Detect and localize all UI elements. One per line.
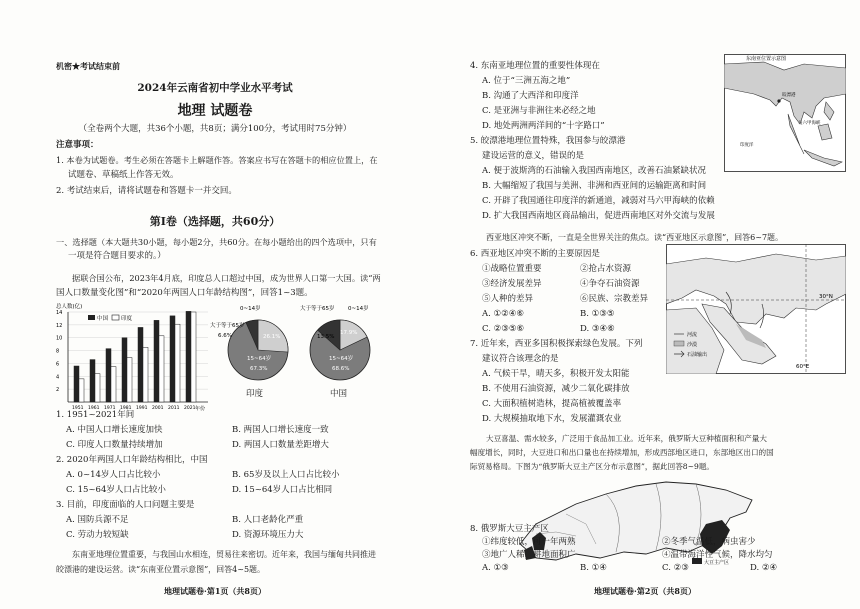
china-0-14-label: 0~14岁 xyxy=(348,306,369,312)
footer-left: 地理试题卷·第1页（共8页） xyxy=(164,586,266,596)
exam-title: 2024年云南省初中学业水平考试 xyxy=(137,82,293,94)
q8-option-c[interactable]: C. ②③ xyxy=(662,563,689,573)
bar-india-1981 xyxy=(127,358,132,402)
q3-stem: 3. 目前，印度面临的人口问题主要是 xyxy=(56,500,195,510)
q5-option-d[interactable]: D. 扩大我国西南地区商品输出，促进西南地区对外交流与发展 xyxy=(482,211,715,221)
legend-china: 中国 xyxy=(97,316,109,322)
q7-option-b[interactable]: B. 不使用石油资源，减少二氧化碳排放 xyxy=(482,384,630,394)
q1-option-b[interactable]: B. 两国人口增长速度一致 xyxy=(232,425,329,435)
q6-o3: ③经济发展差异 xyxy=(482,279,542,289)
y-tick-label: 4 xyxy=(56,374,60,381)
q2-option-d[interactable]: D. 15~64岁人口占比相同 xyxy=(232,485,333,495)
q6-option-b[interactable]: B. ①③⑤ xyxy=(580,309,615,319)
bar-china-2021 xyxy=(186,311,191,402)
soy-intro-a: 大豆喜温、需水较多，广泛用于食品加工业。近年来，俄罗斯大豆种植面积和产量大 xyxy=(486,434,767,443)
section1-a: 一、选择题（本大题共30小题，每小题2分，共60分。在每小题给出的四个选项中，只有 xyxy=(56,237,377,247)
wa-legend-oil: 石油输出 xyxy=(687,352,708,358)
q4-option-b[interactable]: B. 沟通了大西洋和印度洋 xyxy=(482,91,579,101)
soy-intro-b: 幅度增长，同时，大豆进口和出口量也在持续增加，形成西部地区进口，东部地区出口的国 xyxy=(470,448,774,457)
x-tick-label: 1951 xyxy=(72,406,84,411)
q6-option-d[interactable]: D. ③④⑥ xyxy=(580,324,615,334)
q4-stem: 4. 东南亚地理位置的重要性体现在 xyxy=(470,61,600,71)
west-asia-map xyxy=(666,244,846,374)
india-top-label: 0~14岁 xyxy=(240,306,261,312)
x-tick-label: 1991 xyxy=(136,406,148,411)
q3-option-b[interactable]: B. 人口老龄化严重 xyxy=(232,515,304,525)
wa-map-lon: 60°E xyxy=(796,364,810,370)
bar-india-2021 xyxy=(191,312,196,402)
india-65-label: 大于等于65岁 xyxy=(210,323,245,329)
q8-o3: ③地广人稀，耕地面积广 xyxy=(482,550,576,560)
se-intro-b: 皎漂港的建设运营。读“东南亚位置示意图”，回答4~5题。 xyxy=(56,565,266,574)
southeast-asia-map xyxy=(724,54,846,172)
y-tick-label: 14 xyxy=(56,310,63,316)
intro-1b: 国人口数量变化图”和“2020年两国人口年龄结构图”，回答1~3题。 xyxy=(56,288,313,298)
china-65-label: 大于等于65岁 xyxy=(300,306,335,312)
intro-1a: 据联合国公布，2023年4月底，印度总人口超过中国，成为世界人口第一大国。读“两 xyxy=(72,273,381,283)
q6-option-a[interactable]: A. ①②④⑥ xyxy=(482,309,525,319)
footer-right: 地理试题卷·第2页（共8页） xyxy=(594,586,696,596)
y-tick-label: 6 xyxy=(56,361,60,368)
q5-option-b[interactable]: B. 大幅缩短了我国与美洲、非洲和西亚间的运输距离和时间 xyxy=(482,181,707,191)
china-0-14-pct: 17.9% xyxy=(340,330,358,336)
india-65-pct: 6.6% xyxy=(218,333,232,339)
q1-option-d[interactable]: D. 两国人口数量差距增大 xyxy=(232,440,329,450)
q5-option-a[interactable]: A. 便于波斯湾的石油输入我国西南地区，改善石油紧缺状况 xyxy=(482,166,707,176)
confidential-mark: 机密★考试结束前 xyxy=(56,61,120,71)
sea-map-malacca: 马六甲海峡 xyxy=(798,121,821,126)
bar-china-1971 xyxy=(106,349,111,402)
q7-option-c[interactable]: C. 大面积植树造林，提高植被覆盖率 xyxy=(482,399,622,409)
x-tick-label: 2021 xyxy=(184,406,196,411)
q8-option-d[interactable]: D. ②④ xyxy=(750,563,778,573)
se-intro-a: 东南亚地理位置重要，与我国山水相连，贸易往来密切。近年来，我国与缅甸共同推进 xyxy=(72,550,376,559)
q1-option-c[interactable]: C. 印度人口数量持续增加 xyxy=(66,440,163,450)
pie-india-caption: 印度 xyxy=(246,389,264,399)
pie-china xyxy=(300,304,370,380)
note-1b: 试题卷、草稿纸上作答无效。 xyxy=(68,170,179,180)
bar-india-2011 xyxy=(175,324,180,402)
wa-intro: 西亚地区冲突不断，一直是全世界关注的焦点。读“西亚地区示意图”，回答6~7题。 xyxy=(486,233,784,242)
q2-option-c[interactable]: C. 15~64岁人口占比较小 xyxy=(66,485,166,495)
q5-stem-a: 5. 皎漂港地理位置特殊，我国参与皎漂港 xyxy=(470,136,626,146)
bar-china-1991 xyxy=(138,327,143,402)
x-tick-label: 2011 xyxy=(168,406,180,411)
india-15-64-pct: 67.3% xyxy=(250,366,268,372)
bar-india-1951 xyxy=(79,379,84,402)
bar-india-1961 xyxy=(95,374,100,402)
x-tick-label: 1971 xyxy=(104,406,116,411)
bar-china-2001 xyxy=(154,320,159,402)
paper-title: 地理 试题卷 xyxy=(177,103,253,119)
bar-china-1981 xyxy=(122,338,127,402)
q8-stem: 8. 俄罗斯大豆主产区 xyxy=(470,524,549,534)
q7-stem-b: 建议符合该理念的是 xyxy=(482,354,559,364)
q4-option-c[interactable]: C. 是亚洲与非洲往来必经之地 xyxy=(482,106,596,116)
india-0-14-pct: 26.1% xyxy=(263,334,281,340)
legend-swatch-china xyxy=(88,315,95,320)
y-tick-label: 12 xyxy=(56,322,63,329)
q6-o2: ②抢占水资源 xyxy=(580,264,632,274)
q2-option-b[interactable]: B. 65岁及以上人口占比较小 xyxy=(232,470,340,480)
age-structure-pies xyxy=(210,300,390,400)
q8-o1: ①纬度较低，可一年两熟 xyxy=(482,537,576,547)
china-15-64-label: 15~64岁 xyxy=(329,356,354,362)
bar-china-1961 xyxy=(90,360,95,402)
wa-legend-river: 河流 xyxy=(687,332,698,338)
q1-stem: 1. 1951~2021年间 xyxy=(56,410,135,420)
page-right xyxy=(430,0,860,609)
q1-option-a[interactable]: A. 中国人口增长速度加快 xyxy=(66,425,163,435)
pie-china-caption: 中国 xyxy=(330,389,348,399)
q7-option-d[interactable]: D. 大规模抽取地下水，发展灌溉农业 xyxy=(482,414,622,424)
part1-title: 第Ⅰ卷（选择题，共60分） xyxy=(149,215,281,228)
x-tick-label: 1961 xyxy=(88,406,100,411)
notes-title: 注意事项： xyxy=(56,140,99,150)
x-unit: 年份 xyxy=(195,406,206,412)
q4-option-a[interactable]: A. 位于“三洲五海之地” xyxy=(482,76,571,86)
note-1a: 1. 本卷为试题卷。考生必须在答题卡上解题作答。答案应书写在答题卡的相应位置上，在 xyxy=(56,155,378,165)
india-15-64-label: 15~64岁 xyxy=(247,356,272,362)
exam-info: （全卷两个大题，共36个小题，共8页；满分100分，考试用时75分钟） xyxy=(78,124,352,134)
q6-stem: 6. 西亚地区冲突不断的主要原因是 xyxy=(470,249,600,259)
note-2: 2. 考试结束后，请将试题卷和答题卡一并交回。 xyxy=(56,186,237,196)
bar-india-1971 xyxy=(111,367,116,402)
q6-o5: ⑤人种的差异 xyxy=(482,294,534,304)
q6-o6: ⑥民族、宗教差异 xyxy=(580,294,649,304)
wa-legend-desert: 沙漠 xyxy=(687,342,698,348)
legend-india: 印度 xyxy=(121,316,133,322)
y-tick-label: 2 xyxy=(56,387,60,394)
sea-map-indian-ocean: 印度洋 xyxy=(740,143,754,148)
q7-option-a[interactable]: A. 气候干旱，晴天多，积极开发太阳能 xyxy=(482,369,630,379)
q8-o2: ②冬季气温低，病虫害少 xyxy=(662,537,756,547)
legend-swatch-india xyxy=(112,315,119,320)
section1-b: 一项是符合题目要求的。） xyxy=(68,251,166,261)
x-tick-label: 1981 xyxy=(120,406,132,411)
sea-map-kyaukpyu: 皎漂港 xyxy=(782,93,796,98)
y-tick-label: 10 xyxy=(56,335,63,342)
bar-india-1991 xyxy=(143,347,148,402)
q2-stem: 2. 2020年两国人口年龄结构相比，中国 xyxy=(56,455,208,465)
x-tick-label: 2001 xyxy=(152,406,164,411)
q3-option-a[interactable]: A. 国防兵源不足 xyxy=(66,515,129,525)
y-tick-label: 8 xyxy=(56,348,60,355)
q6-o4: ④争夺石油资源 xyxy=(580,279,640,289)
q8-option-b[interactable]: B. ①④ xyxy=(580,563,607,573)
q5-option-c[interactable]: C. 开辟了我国通往印度洋的新通道，减弱对马六甲海峡的依赖 xyxy=(482,196,715,206)
q3-option-c[interactable]: C. 劳动力较短缺 xyxy=(66,530,129,540)
q7-stem-a: 7. 近年来，西亚多国积极探索绿色发展。下列 xyxy=(470,339,643,349)
pie-india xyxy=(210,304,288,380)
wa-map-lat: 30°N xyxy=(819,294,833,300)
russia-legend: 大豆主产区 xyxy=(704,560,730,566)
q6-o1: ①战略位置重要 xyxy=(482,264,542,274)
bar-india-2001 xyxy=(159,336,164,402)
china-15-64-pct: 68.6% xyxy=(332,366,350,372)
sea-map-title: 东南亚位置示意图 xyxy=(746,56,787,62)
chart-ylabel: 总人数(亿) xyxy=(56,304,83,310)
china-65-pct: 13.5% xyxy=(317,334,335,340)
q6-option-c[interactable]: C. ②③⑤⑥ xyxy=(482,324,525,334)
q5-stem-b: 建设运营的意义，错误的是 xyxy=(482,151,585,161)
soy-intro-c: 际贸易格局。下图为“俄罗斯大豆主产区分布示意图”，据此回答8~9题。 xyxy=(470,462,715,471)
q4-option-d[interactable]: D. 地处两洲两洋间的“十字路口” xyxy=(482,121,605,131)
bar-china-1951 xyxy=(74,366,79,402)
q2-option-a[interactable]: A. 0~14岁人口占比较小 xyxy=(66,470,161,480)
q3-option-d[interactable]: D. 资源环境压力大 xyxy=(232,530,304,540)
q8-option-a[interactable]: A. ①③ xyxy=(482,563,509,573)
bar-china-2011 xyxy=(170,316,175,402)
population-bar-chart xyxy=(54,300,214,415)
q8-o4: ④温带海洋性气候，降水均匀 xyxy=(662,550,773,560)
